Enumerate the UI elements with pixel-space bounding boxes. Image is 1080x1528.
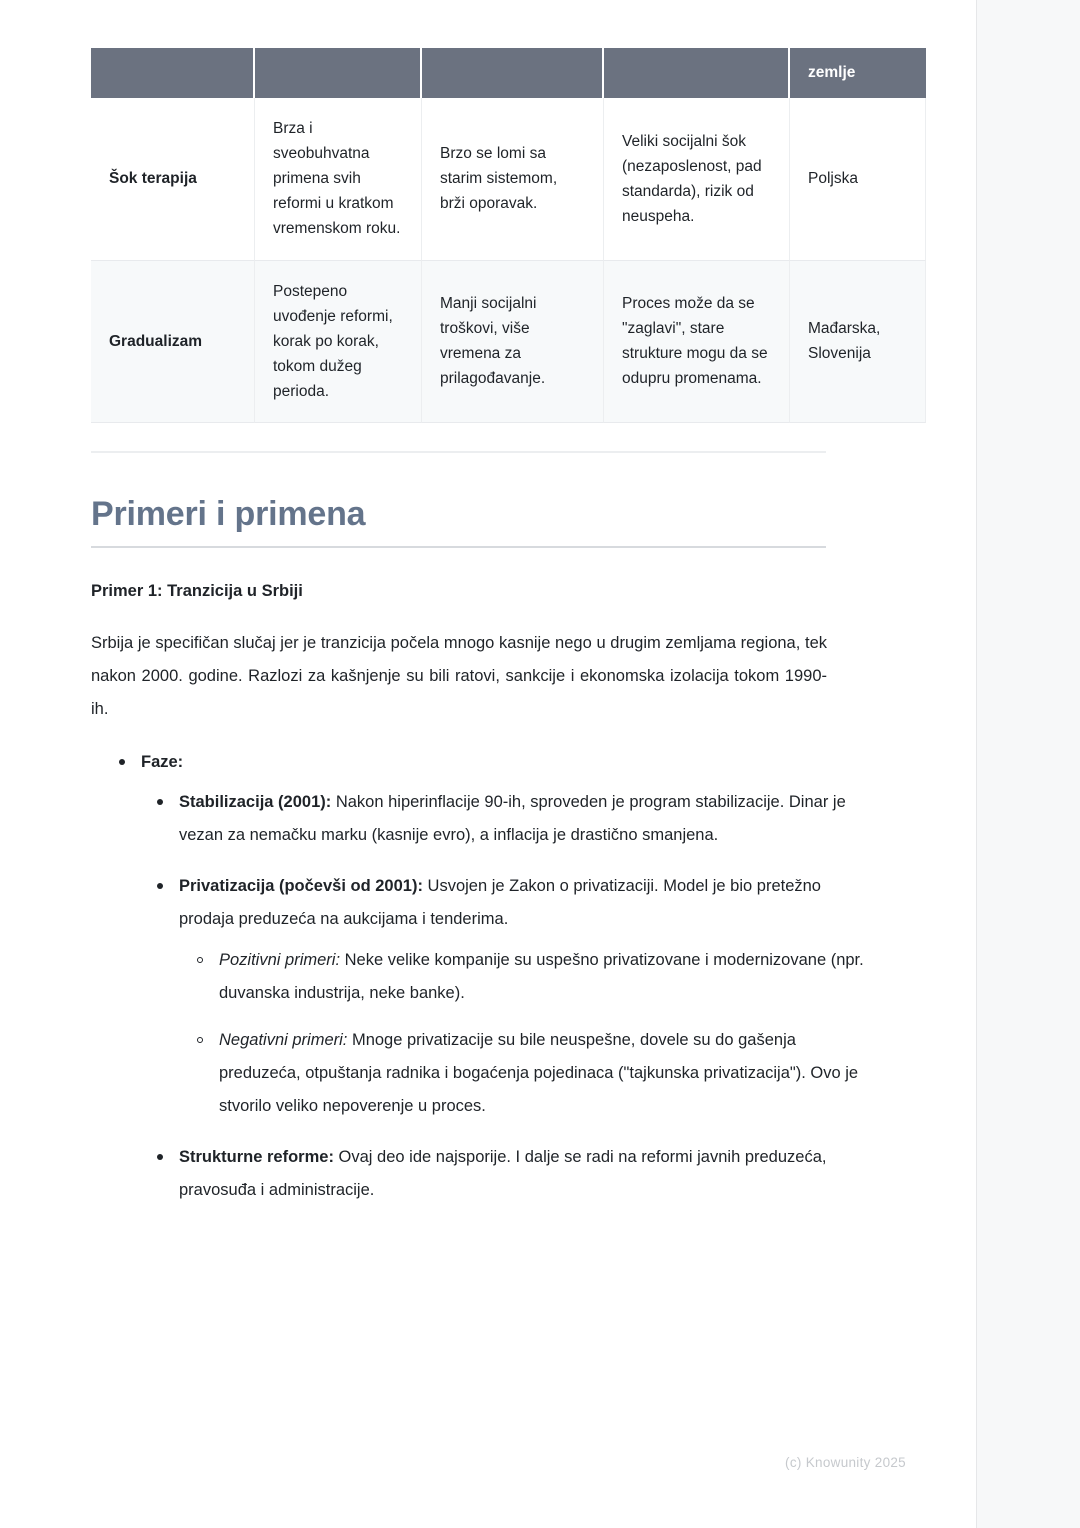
page-content xyxy=(91,0,927,1225)
list-item-lead: Stabilizacija (2001): xyxy=(179,793,332,812)
table-header-cell-countries: zemlje xyxy=(790,48,926,98)
table-body xyxy=(91,98,926,423)
list-item-text: Nakon hiperinflacije 90-ih, sproveden je program stabilizacije. Dinar je vezan za nemačku marku (kasnije evro), a inflacija je drastično smanjena. xyxy=(179,793,846,845)
bullet-circle-icon xyxy=(197,957,203,963)
phases-list xyxy=(91,748,927,1207)
table-cell-countries: Poljska xyxy=(790,98,926,261)
section-title: Primeri i primena xyxy=(91,495,366,534)
list-item-text: Usvojen je Zakon o privatizaciji. Model je bio pretežno prodaja preduzeća na aukcijama i tenderima. xyxy=(179,877,821,929)
subsection-title: Primer 1: Tranzicija u Srbiji xyxy=(91,582,303,601)
list-item xyxy=(193,1024,879,1123)
table-cell-countries: Mađarska, Slovenija xyxy=(790,261,926,424)
table-row xyxy=(91,261,926,424)
page-gutter xyxy=(976,0,1080,1528)
bullet-disc-icon xyxy=(157,1154,163,1160)
bullet-circle-icon xyxy=(197,1037,203,1043)
table-cell-description: Postepeno uvođenje reformi, korak po korak, tokom dužeg perioda. xyxy=(255,261,422,424)
phases-sublist xyxy=(141,786,927,1207)
table-cell-advantages: Manji socijalni troškovi, više vremena za prilagođavanje. xyxy=(422,261,604,424)
section-divider-bottom xyxy=(91,546,826,548)
table-cell-method: Gradualizam xyxy=(91,261,255,424)
bullet-disc-icon xyxy=(119,759,125,765)
intro-paragraph: Srbija je specifičan slučaj jer je tranzicija počela mnogo kasnije nego u drugim zemljama regiona, tek nakon 2000. godine. Razlozi za kašnjenje su bili ratovi, sankcije i ekonomska izolacija tokom 1990-ih. xyxy=(91,634,827,719)
list-item-lead: Pozitivni primeri: xyxy=(219,951,341,970)
table-header-cell-method xyxy=(91,48,255,98)
bullet-disc-icon xyxy=(157,883,163,889)
table-cell-advantages: Brzo se lomi sa starim sistemom, brži oporavak. xyxy=(422,98,604,261)
bullet-disc-icon xyxy=(157,799,163,805)
section-divider-top xyxy=(91,451,826,453)
table-cell-method: Šok terapija xyxy=(91,98,255,261)
table-cell-description: Brza i sveobuhvatna primena svih reformi u kratkom vremenskom roku. xyxy=(255,98,422,261)
table-cell-disadvantages: Veliki socijalni šok (nezaposlenost, pad standarda), rizik od neuspeha. xyxy=(604,98,790,261)
list-item xyxy=(153,1141,859,1207)
examples-sublist xyxy=(179,944,864,1123)
list-item xyxy=(193,944,879,1010)
table-header-cell-advantages xyxy=(422,48,604,98)
list-item-lead: Strukturne reforme: xyxy=(179,1148,334,1167)
list-item-text: Ovaj deo ide najsporije. I dalje se radi na reformi javnih preduzeća, pravosuđa i administracije. xyxy=(179,1148,827,1200)
list-item-lead: Negativni primeri: xyxy=(219,1031,348,1050)
table-row xyxy=(91,98,926,261)
list-item-lead: Privatizacija (počevši od 2001): xyxy=(179,877,423,896)
table-header xyxy=(91,48,926,98)
comparison-table xyxy=(91,48,926,423)
list-item-text: Mnoge privatizacije su bile neuspešne, dovele su do gašenja preduzeća, otpuštanja radnika i bogaćenja pojedinaca ("tajkunska privatizacija"). Ovo je stvorilo veliko nepoverenje u proces. xyxy=(219,1031,859,1116)
list-item-text: Neke velike kompanije su uspešno privatizovane i modernizovane (npr. duvanska industrija, neke banke). xyxy=(219,951,864,1003)
watermark: (c) Knowunity 2025 xyxy=(785,1455,906,1470)
table-header-cell-description xyxy=(255,48,422,98)
list-item-faze xyxy=(113,748,927,1207)
table-header-cell-disadvantages xyxy=(604,48,790,98)
list-item xyxy=(153,870,864,1123)
comparison-table-wrapper xyxy=(91,48,926,423)
list-item xyxy=(153,786,859,852)
table-header-row xyxy=(91,48,926,98)
list-item-label: Faze: xyxy=(141,753,184,772)
table-cell-disadvantages: Proces može da se "zaglavi", stare strukture mogu da se odupru promenama. xyxy=(604,261,790,424)
